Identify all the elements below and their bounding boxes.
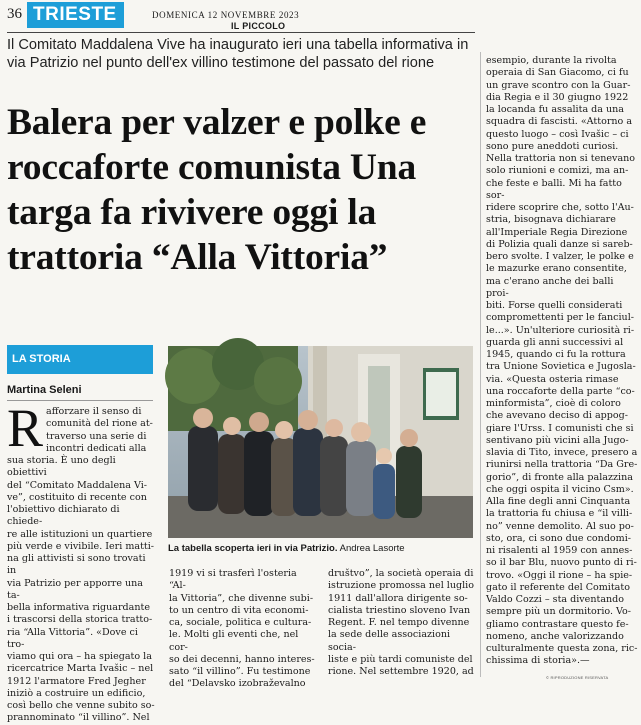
text-line: incontri dedicati alla xyxy=(46,442,147,454)
text-line: la sede delle associazioni socia- xyxy=(328,629,451,653)
text-line: 1919 vi si trasferì l'osteria “Al- xyxy=(169,568,297,592)
text-line: le...». Un'ulteriore curiosità ri- xyxy=(486,324,635,336)
photo-credit: Andrea Lasorte xyxy=(339,543,405,554)
column-2-text xyxy=(169,568,315,691)
story-label: LA STORIA xyxy=(7,345,153,374)
text-line: 1911 dall'allora dirigente so- xyxy=(328,592,468,604)
text-line: 1945, quando ci fu la rottura xyxy=(486,349,626,360)
body-column-3 xyxy=(328,568,476,678)
text-line: un grave scontro con la Guar- xyxy=(486,79,631,91)
text-line: una roccaforte della parte “co- xyxy=(486,385,635,397)
group-photo-illustration xyxy=(168,346,473,538)
text-line: operaia di San Giacomo, ci fu xyxy=(486,67,629,79)
text-line: nomeno, anche valorizzando xyxy=(486,630,624,642)
text-line: che feste e balli. Mi ha fatto sor- xyxy=(486,177,622,201)
text-line: giare l'Urss. I comunisti che si xyxy=(486,422,634,434)
text-line: la trattoria fu chiusa e “il villi- xyxy=(486,508,633,520)
text-line: liste e più tardi comuniste del xyxy=(328,653,473,665)
text-line: rione. Nel settembre 1920, ad xyxy=(328,666,474,677)
text-line: ni risalenti al 1959 con annes- xyxy=(486,545,633,556)
text-line: così bello che venne subito so- xyxy=(7,700,155,711)
text-line: comunità del rione at- xyxy=(46,418,153,430)
column-4-text xyxy=(486,55,638,668)
text-line: all'Imperiale Regia Direzione xyxy=(486,226,628,238)
text-line: traverso una serie di xyxy=(46,430,147,442)
text-line: più verde e vivibile. Ieri matti- xyxy=(7,540,155,552)
text-line: gliamo contrastare questo fe- xyxy=(486,618,629,630)
caption-text: La tabella scoperta ieri in via Patrizio. xyxy=(168,543,338,554)
text-line: la Vittoria”, che divenne subi- xyxy=(169,592,314,604)
body-column-2 xyxy=(169,568,315,691)
text-line: bella informativa riguardante xyxy=(7,602,150,613)
text-line: no” venne demolito. Al suo po- xyxy=(486,520,634,532)
text-line: sua storia. È uno degli obiettivi xyxy=(7,455,116,479)
copyright-notice: © RIPRODUZIONE RISERVATA xyxy=(546,675,609,680)
text-line: sentivano più vicini alla Jugo- xyxy=(486,434,629,446)
text-line: istruzione promossa nel luglio xyxy=(328,580,474,592)
text-line: sto, ora, ci sono due condomi- xyxy=(486,532,632,544)
body-column-1 xyxy=(7,398,155,725)
author-byline: Martina Seleni xyxy=(7,384,82,396)
text-line: ve”, costituito di recente con xyxy=(7,491,147,503)
text-line: re alle istituzioni un quartiere xyxy=(7,528,153,540)
text-line: 1912 l'armatore Fred Jegher xyxy=(7,675,146,687)
text-line: riunirsi nella trattoria “Da Gre- xyxy=(486,459,638,471)
text-line: solo riunioni e comizi, ma an- xyxy=(486,165,629,177)
text-line: che oggi ospita il vicino Csm». xyxy=(486,483,634,495)
text-line: slavia di Tito, invece, presero a xyxy=(486,447,638,458)
photo-caption xyxy=(168,543,473,554)
drop-cap: R xyxy=(7,398,44,458)
body-column-4 xyxy=(486,55,638,668)
text-line: squadra di fascisti. «Attorno a xyxy=(486,116,633,128)
text-line: sempre più un dormitorio. Vo- xyxy=(486,606,632,618)
text-line: le mazurke erano consentite, xyxy=(486,263,627,275)
column-divider xyxy=(480,52,481,677)
text-line: ricercatrice Marta Ivašic – nel xyxy=(7,663,154,675)
text-line: Alla fine degli anni Cinquanta xyxy=(486,496,631,507)
text-line: viamo qui ora – ha spiegato la xyxy=(7,651,152,662)
top-rule xyxy=(7,32,475,33)
text-line: stria, bisognava dichiarare xyxy=(486,214,616,226)
text-line: la locanda fu assalita da una xyxy=(486,104,625,115)
newspaper-name: IL PICCOLO xyxy=(231,21,286,31)
text-line: cialista triestino sloveno Ivan xyxy=(328,604,471,616)
text-line: di Polizia quali danze si sareb- xyxy=(486,238,633,250)
text-line: ria “Alla Vittoria”. «Dove ci tro- xyxy=(7,626,138,650)
text-line: guarda gli anni successivi al xyxy=(486,336,624,348)
text-line: to un centro di vita economi- xyxy=(169,604,309,616)
text-line: che avevano deciso di appog- xyxy=(486,410,628,422)
text-line: biti. Forse quelli considerati xyxy=(486,300,623,311)
section-label: TRIESTE xyxy=(27,2,124,28)
article-kicker: Il Comitato Maddalena Vive ha inaugurato ieri una tabella informativa in via Patrizio nel punto dell'ex villino testimone del passato del rione xyxy=(7,37,469,71)
text-line: sato “il villino”. Fu testimone xyxy=(169,666,311,677)
text-line: bero svolte. I valzer, le polke e xyxy=(486,251,634,262)
text-line: afforzare il senso di xyxy=(46,406,142,417)
article-photo xyxy=(168,346,473,538)
text-line: Nella trattoria non si tenevano xyxy=(486,153,636,164)
text-line: tra Unione Sovietica e Jugosla- xyxy=(486,361,636,373)
text-line: trovo. «Oggi il rione – ha spie- xyxy=(486,569,633,581)
text-line: so il bar Blu, nuovo punto di ri- xyxy=(486,557,637,569)
text-line: i trascorsi della storica tratto- xyxy=(7,614,153,626)
text-line: sono pure aneddoti curiosi. xyxy=(486,140,619,152)
text-line: društvo”, la società operaia di xyxy=(328,568,474,579)
text-line: compromettenti per le fanciul- xyxy=(486,312,634,324)
text-line: gorio”, di fronte alla palazzina xyxy=(486,471,633,483)
text-line: le. Molti gli eventi che, nel cor- xyxy=(169,629,299,653)
text-line: prannominato “il villino”. Nel xyxy=(7,712,150,724)
text-line: via. «Questa osteria rimase xyxy=(486,373,619,385)
column-3-text xyxy=(328,568,476,678)
text-line: ridere scoprire che, sotto l'Au- xyxy=(486,202,634,213)
text-line: dia Regia e il 30 giugno 1922 xyxy=(486,91,629,103)
text-line: ma c'erano anche dei balli proi- xyxy=(486,275,614,299)
text-line: iniziò a costruire un edificio, xyxy=(7,687,146,699)
text-line: l'obiettivo dichiarato di chiede- xyxy=(7,504,120,528)
text-line: del “Comitato Maddalena Vi- xyxy=(7,479,148,491)
article-headline: Balera per valzer e polke e roccaforte comunista Una targa fa rivivere oggi la trattoria “Alla Vittoria” xyxy=(7,102,427,278)
page-number: 36 xyxy=(7,6,22,22)
dateline: DOMENICA 12 NOVEMBRE 2023 xyxy=(152,10,300,20)
text-line: esempio, durante la rivolta xyxy=(486,55,617,66)
text-line: na gli attivisti si sono trovati in xyxy=(7,553,146,577)
text-line: chissima di storia».— xyxy=(486,655,590,667)
text-line: questo luogo – così Ivašic – ci xyxy=(486,128,629,140)
text-line: ca, sociale, politica e cultura- xyxy=(169,617,312,628)
text-line: so dei decenni, hanno interes- xyxy=(169,653,315,665)
text-line: Valdo Cozzi – sta diventando xyxy=(486,594,625,605)
text-line: Regent. F. nel tempo divenne xyxy=(328,617,470,628)
text-line: culturalmente questa zona, ric- xyxy=(486,643,638,654)
text-line: del “Delavsko izobraževalno xyxy=(169,678,306,690)
text-line: gato il referente del Comitato xyxy=(486,581,630,593)
text-line: minformista”, cioè di coloro xyxy=(486,398,621,409)
text-line: via Patrizio per apporre una ta- xyxy=(7,577,144,601)
